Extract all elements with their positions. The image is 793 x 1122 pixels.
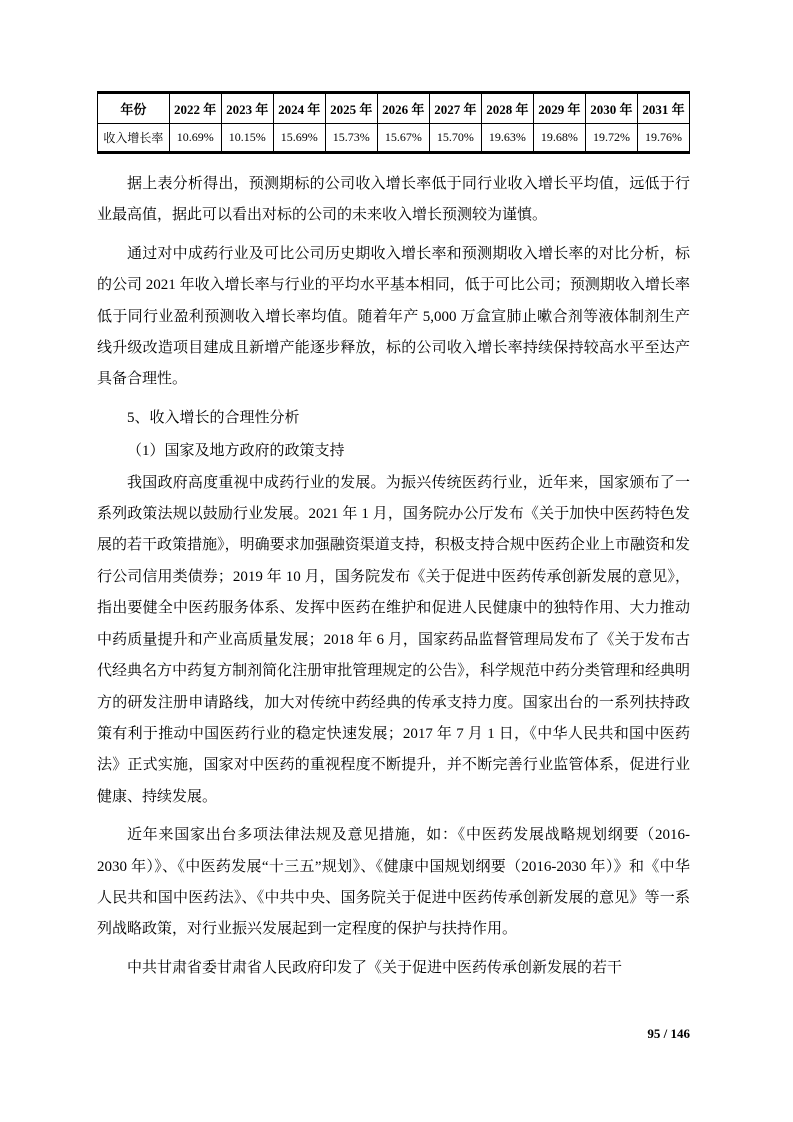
table-value-cell: 15.70% (429, 124, 481, 153)
table-header-cell-year: 2031 年 (637, 93, 689, 124)
table-row-label: 收入增长率 (98, 124, 170, 153)
table-header-cell-year: 2022 年 (169, 93, 221, 124)
paragraph-gansu-province: 中共甘肃省委甘肃省人民政府印发了《关于促进中医药传承创新发展的若干 (127, 959, 623, 976)
table-value-cell: 19.68% (533, 124, 585, 153)
table-value-cell: 15.67% (377, 124, 429, 153)
paragraph-national-policy: 我国政府高度重视中成药行业的发展。为振兴传统医药行业，近年来，国家颁布了一系列政策法规以鼓励行业发展。2021 年 1 月，国务院办公厅发布《关于加快中医药特色发展的若干政策措施》，明确要求加强融资渠道支持，积极支持合规中医药企业上市融资和发行公司信用类债券；2019 年 10 月，国务院发布《关于促进中医药传承创新发展的意见》，指出要健全中医药服务体系、发挥中医药在维护和促进人民健康中的独特作用、大力推动中药质量提升和产业高质量发展；2018 年 6 月，国家药品监督管理局发布了《关于发布古代经典名方中药复方制剂简化注册审批管理规定的公告》，科学规范中药分类管理和经典明方的研发注册申请路线，加大对传统中药经典的传承支持力度。国家出台的一系列扶持政策有利于推动中国医药行业的稳定快速发展；2017 年 7 月 1 日，《中华人民共和国中医药法》正式实施，国家对中医药的重视程度不断提升，并不断完善行业监管体系，促进行业健康、持续发展。 (97, 474, 690, 805)
paragraph-comparison-analysis: 通过对中成药行业及可比公司历史期收入增长率和预测期收入增长率的对比分析，标的公司 2021 年收入增长率与行业的平均水平基本相同，低于可比公司；预测期收入增长率低于同行业盈利预测收入增长率均值。随着年产 5,000 万盒宣肺止嗽合剂等液体制剂生产线升级改造项目建成且新增产能逐步释放，标的公司收入增长率持续保持较高水平至达产具备合理性。 (97, 245, 690, 388)
table-data-row (98, 124, 690, 153)
subsection-heading-policy-support: （1）国家及地方政府的政策支持 (127, 443, 345, 460)
table-header-cell-year: 2030 年 (585, 93, 637, 124)
table-header-cell-year-label: 年份 (98, 93, 170, 124)
table-value-cell: 19.72% (585, 124, 637, 153)
table-value-cell: 10.69% (169, 124, 221, 153)
table-value-cell: 15.69% (273, 124, 325, 153)
revenue-growth-table-header (98, 93, 690, 124)
table-value-cell: 10.15% (221, 124, 273, 153)
paragraph-analysis-conclusion: 据上表分析得出，预测期标的公司收入增长率低于同行业收入增长平均值，远低于行业最高值，据此可以看出对标的公司的未来收入增长预测较为谨慎。 (97, 176, 690, 224)
table-header-cell-year: 2025 年 (325, 93, 377, 124)
table-header-cell-year: 2027 年 (429, 93, 481, 124)
revenue-growth-table (97, 91, 690, 154)
table-header-cell-year: 2028 年 (481, 93, 533, 124)
table-header-row (98, 93, 690, 124)
table-header-cell-year: 2026 年 (377, 93, 429, 124)
table-header-cell-year: 2024 年 (273, 93, 325, 124)
table-value-cell: 19.63% (481, 124, 533, 153)
table-value-cell: 19.76% (637, 124, 689, 153)
table-header-cell-year: 2029 年 (533, 93, 585, 124)
paragraph-laws-regulations: 近年来国家出台多项法律法规及意见措施，如：《中医药发展战略规划纲要（2016-2030 年）》、《中医药发展“十三五”规划》、《健康中国规划纲要（2016-2030 年）》和《中华人民共和国中医药法》、《中共中央、国务院关于促进中医药传承创新发展的意见》等一系列战略政策，对行业振兴发展起到一定程度的保护与扶持作用。 (97, 827, 690, 938)
revenue-growth-table-body (98, 124, 690, 153)
table-value-cell: 15.73% (325, 124, 377, 153)
section-heading-revenue-growth: 5、收入增长的合理性分析 (127, 409, 300, 426)
page-number: 95 / 146 (647, 1026, 690, 1041)
table-header-cell-year: 2023 年 (221, 93, 273, 124)
